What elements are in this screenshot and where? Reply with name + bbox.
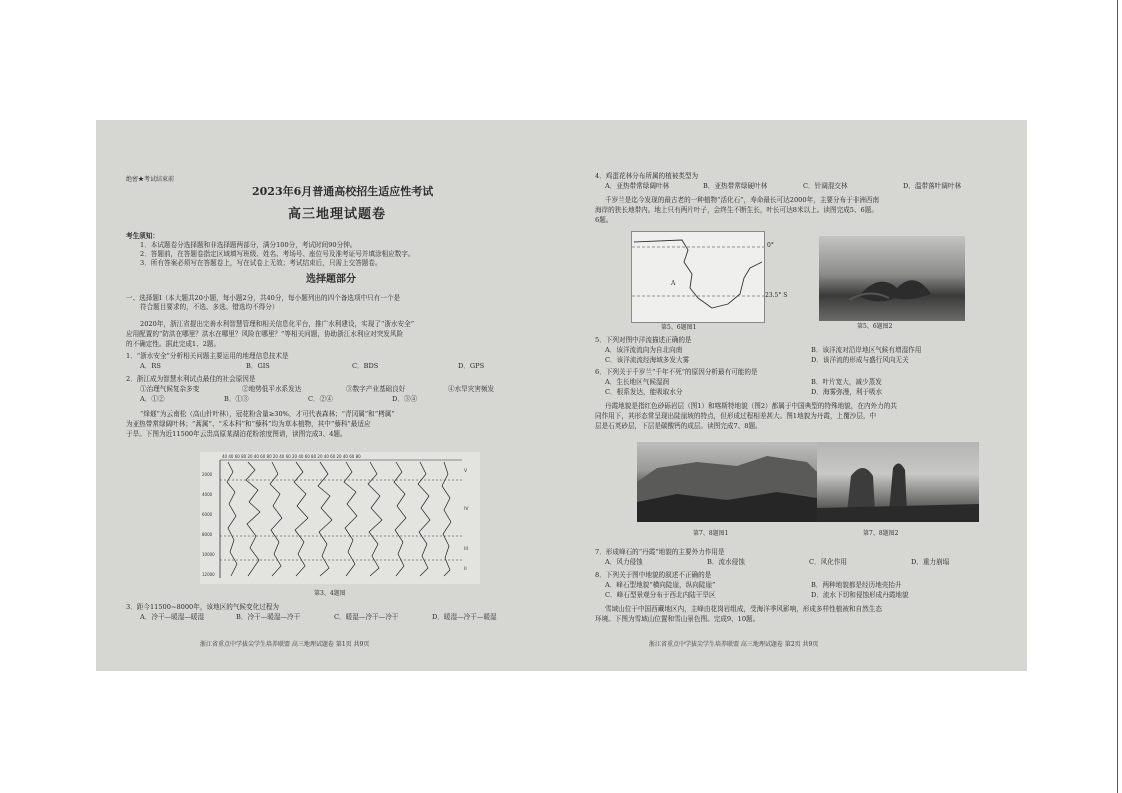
page-footer: 浙江省重点中学拔尖学生培养联盟 高三地理试题卷 第2页 共9页 <box>649 641 819 648</box>
passage3-line: 千岁兰是迄今发现的最古老的一种植物“活化石”，寿命最长可达2000年，主要分布于非洲西南 <box>605 196 880 204</box>
passage1-line: 2020年，浙江省提出完善水利智慧管理和相关信息化平台，推广水利建设，实现了“浙水安全” <box>140 320 415 328</box>
q2-statement: ①治理气候复杂多变 <box>140 385 200 393</box>
q2-statement: ③数字产业基础良好 <box>346 385 406 393</box>
paper-title: 高三地理试题卷 <box>288 207 387 222</box>
zone-label: V <box>464 469 468 474</box>
q8-option: B．两种地貌都是经历地壳抬升 <box>811 581 902 589</box>
passage1-line: 的不确定性。据此完成1、2题。 <box>126 340 221 348</box>
passage4-line: 层是石英砂层，下层是碳酸钙的成层。读图完成7、8题。 <box>595 422 762 430</box>
figure34-caption: 第3、4题图 <box>314 590 346 597</box>
q8-option: D．流水下切和侵蚀形成丹霞地貌 <box>811 591 909 599</box>
q6-option: B．叶片宽大，减少蒸发 <box>811 378 882 386</box>
karst-svg <box>817 442 979 522</box>
q6-option: C．根系发达，能吸取水分 <box>605 388 683 396</box>
ground <box>817 504 979 522</box>
passage3-line: 6题。 <box>595 216 613 224</box>
part1-line: 一、选择题Ⅰ（本大题共20小题，每小题2分，共40分，每小题列出的四个备选项中只有一个是 <box>126 294 401 302</box>
y-tick: 12000 <box>202 572 215 577</box>
rock-pillar <box>889 463 907 512</box>
q1-option: B．GIS <box>246 362 270 370</box>
page-edge-line <box>1117 0 1118 793</box>
q5-option: D．该洋流的形成与盛行风向无关 <box>811 356 909 364</box>
q2-choice: D．③④ <box>392 395 418 403</box>
passage1-line: 应用配置的“防洪在哪里？洪水在哪里？风险在哪里？”等相关问题，协助浙江水利应对突发风险 <box>126 330 404 338</box>
q3-stem: 3．距今11500~8000年，该地区的气候变化过程为 <box>126 603 279 611</box>
passage3-line: 海岸的狭长地带内。地上只有两片叶子，会终生不断生长，叶长可达8米以上。读图完成5、6题。 <box>595 206 878 214</box>
y-tick: 6000 <box>202 512 213 517</box>
passage2-line: 于旱。下图为近11500年云贵高原某湖泊花粉浓度图谱，读图完成3、4题。 <box>126 430 347 438</box>
q4-option: C．针阔混交林 <box>803 182 848 190</box>
q2-stem: 2．浙江成为智慧水利试点最佳的社会原因是 <box>126 375 256 383</box>
pollen-diagram-svg <box>200 452 480 584</box>
y-tick: 10000 <box>202 552 215 557</box>
top-axis-ticks: 40 40 60 80 20 40 60 80 20 40 60 20 40 60 80 20 40 60 20 40 60 80 <box>222 454 361 459</box>
q7-stem: 7．形成峰石的“丹霞”地貌的主要外力作用是 <box>595 548 725 556</box>
left-page <box>96 120 576 671</box>
passage2-line: 为亚热带常绿阔叶林；“蒿属”、“禾本科”和“藜科”均为草本植物，其中“藜科”最适应 <box>126 420 371 428</box>
photo78-caption: 第7、8题图1 <box>693 530 729 537</box>
notice-heading: 考生须知： <box>126 232 159 240</box>
pollen-curve <box>318 462 332 576</box>
zone-label: IV <box>464 507 469 512</box>
zone-label: II <box>464 567 467 572</box>
notice-item: 1．本试题卷分选择题和非选择题两部分，满分100分，考试时间90分钟。 <box>140 241 357 249</box>
q3-option: B．冷干—暖湿—冷干 <box>236 613 301 621</box>
welwitschia-photo <box>819 236 965 321</box>
photo56-caption: 第5、6题图2 <box>857 323 893 330</box>
right-page <box>581 120 1027 671</box>
notice-item: 3．所有答案必须写在答题卷上，写在试卷上无效；考试结束后，只需上交答题卷。 <box>140 259 382 267</box>
page-footer: 浙江省重点中学拔尖学生培养联盟 高三地理试题卷 第1页 共9页 <box>200 641 370 648</box>
q7-option: B．流水侵蚀 <box>707 558 745 566</box>
q5-stem: 5．下列对图中洋流描述正确的是 <box>595 336 692 344</box>
q1-option: A．RS <box>140 362 161 370</box>
pollen-diagram <box>200 452 480 584</box>
rock-pillar <box>847 468 875 512</box>
q4-option: D．温带落叶阔叶林 <box>903 182 962 190</box>
q5-option: C．该洋流流经海域多发大雾 <box>605 356 690 364</box>
exam-title: 2023年6月普通高校招生适应性考试 <box>252 185 434 198</box>
q6-option: D．海雾弥漫，利于吸水 <box>811 388 883 396</box>
coast-map-svg <box>632 232 764 322</box>
exam-paper-photo <box>96 120 1027 671</box>
q4-option: A．亚热带常绿阔叶林 <box>605 182 670 190</box>
pollen-curves <box>227 462 451 576</box>
coastline <box>634 240 762 308</box>
q1-option: C．BDS <box>352 362 379 370</box>
pollen-curve <box>294 462 308 576</box>
q2-statement: ②地势低平水系发达 <box>242 385 302 393</box>
y-tick: 4000 <box>202 492 213 497</box>
q1-option: D．GPS <box>458 362 485 370</box>
pollen-curve <box>246 462 260 576</box>
map-lat-label: 0° <box>767 242 774 249</box>
q6-option: A．生长地区气候湿润 <box>605 378 670 386</box>
notice-item: 2．答题前，在答题卷指定区域填写班级、姓名、考场号、座位号及准考证号并填涂相应数字。 <box>140 250 415 258</box>
q2-statement: ④水旱灾害频发 <box>448 385 495 393</box>
pollen-curve <box>394 462 406 576</box>
q7-option: A．风力侵蚀 <box>605 558 643 566</box>
passage4-line: 同作用下，其形态常呈现出陡崖坡的特点，但形成过程相差甚大。图1地貌为丹霞，上覆沙层，中 <box>595 412 877 420</box>
y-tick: 8000 <box>202 532 213 537</box>
q5-option: B．该洋流对沿岸地区气候有增湿作用 <box>811 346 922 354</box>
pollen-curve <box>270 462 282 576</box>
section-heading: 选择题部分 <box>306 274 356 285</box>
map-point-label: A <box>671 280 676 287</box>
q1-stem: 1．“浙水安全”分析相关问题主要运用的地理信息技术是 <box>126 352 289 360</box>
q3-option: A．冷干—暖湿—暖湿 <box>140 613 205 621</box>
pollen-curve <box>418 462 430 576</box>
q3-option: D．暖湿—冷干—暖湿 <box>432 613 497 621</box>
pollen-curve <box>368 462 382 576</box>
pollen-curve <box>442 462 451 576</box>
photo78-caption: 第7、8题图2 <box>863 530 899 537</box>
q2-choice: C．②④ <box>308 395 333 403</box>
danxia-photo <box>637 442 817 522</box>
passage4-line: 丹霞地貌是指红色砂砾岩层（图1）和喀斯特地貌（图2）都属于中国典型的特殊地貌，在内外力的共 <box>605 402 897 410</box>
passage2-line: “烽燧”为云南松（高山针叶林），冠花粉含量≥30%，才可代表森林；“青冈属”和“栲属” <box>140 410 395 418</box>
karst-photo <box>817 442 979 522</box>
pollen-curve <box>344 462 357 576</box>
plant-leaves <box>859 280 931 301</box>
map-lat-label: 23.5° S <box>765 292 788 299</box>
q4-option: B．亚热带常绿硬叶林 <box>703 182 768 190</box>
zone-label: III <box>464 547 468 552</box>
q5-option: A．该洋流流向为自北向南 <box>605 346 683 354</box>
q6-stem: 6．下列关于千岁兰“千年不死”的原因分析最有可能的是 <box>595 368 758 376</box>
map-caption: 第5、6题图1 <box>661 324 697 331</box>
passage5-line: 环境。下图为雪域山位置和雪山景色图。完成9、10题。 <box>595 615 760 623</box>
q3-option: C．暖湿—冷干—冷干 <box>334 613 399 621</box>
passage5-line: 雪域山位于中国西藏地区内，主峰由花岗岩组成，受海洋季风影响，形成多样性植被和自然生态 <box>605 605 882 613</box>
confidential-label: 绝密★考试结束前 <box>126 176 175 183</box>
q2-choice: B．①③ <box>224 395 249 403</box>
y-tick: 2000 <box>202 472 213 477</box>
q8-option: C．峰石型景观分布于西北内陆干旱区 <box>605 591 716 599</box>
danxia-svg <box>637 442 817 522</box>
plant-svg <box>819 236 965 321</box>
pollen-curve <box>227 462 237 576</box>
q7-option: C．风化作用 <box>809 558 848 566</box>
part1-line: 符合题目要求的，不选、多选、错选均不得分） <box>140 303 279 311</box>
map-figure <box>631 231 765 323</box>
q8-option: A．峰石型地貌“横向陡崖，纵向陡崖” <box>605 581 716 589</box>
q8-stem: 8．下列关于图中地貌的叙述不正确的是 <box>595 571 712 579</box>
q7-option: D．重力崩塌 <box>911 558 950 566</box>
q4-stem: 4．鸡蛋花林分布所属的植被类型为 <box>595 172 699 180</box>
q2-choice: A．①② <box>140 395 165 403</box>
